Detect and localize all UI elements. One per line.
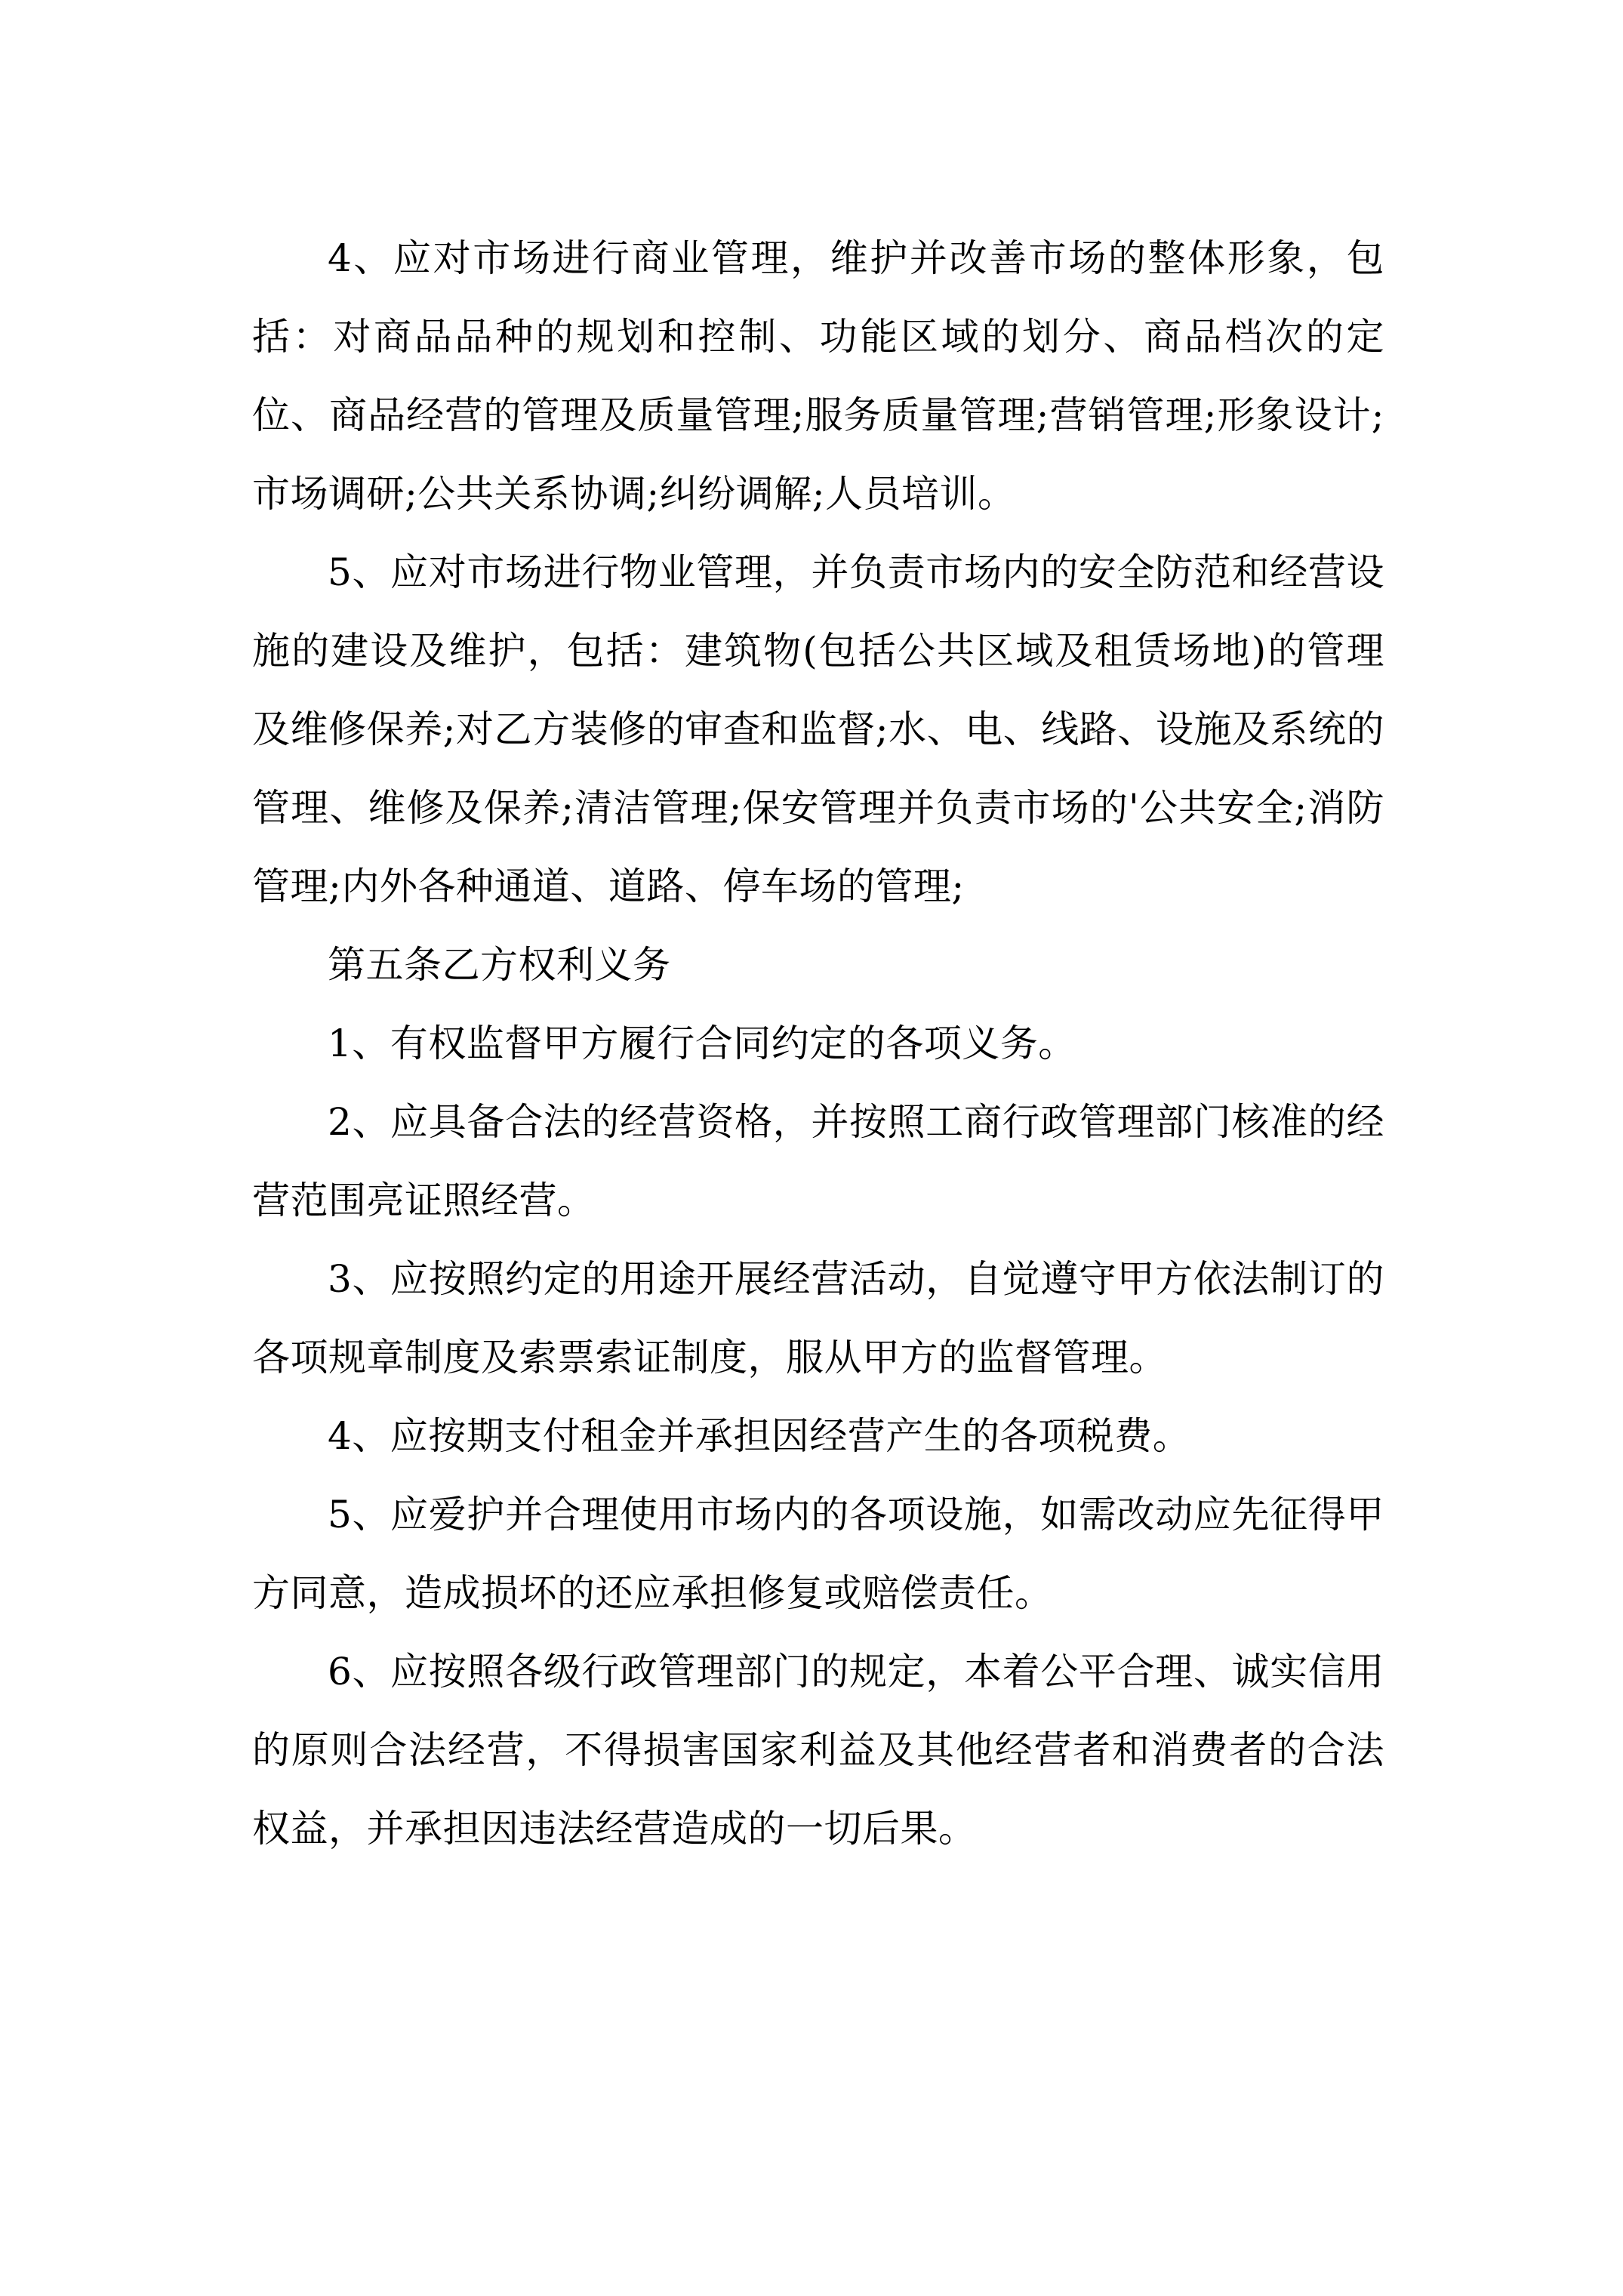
- paragraph-rent-payment: 4、应按期支付租金并承担因经营产生的各项税费。: [328, 1414, 1191, 1458]
- paragraph-business-activities: 3、应按照约定的用途开展经营活动，自觉遵守甲方依法制订的各项规章制度及索票索证制度，服从甲方的监督管理。: [252, 1257, 1384, 1379]
- paragraph-facility-care: 5、应爱护并合理使用市场内的各项设施，如需改动应先征得甲方同意，造成损坏的还应承担修复或赔偿责任。: [252, 1493, 1384, 1615]
- paragraph-business-qualification: 2、应具备合法的经营资格，并按照工商行政管理部门核准的经营范围亮证照经营。: [252, 1100, 1384, 1222]
- document-body: [252, 219, 1384, 1868]
- paragraph-commercial-management: 4、应对市场进行商业管理，维护并改善市场的整体形象，包括：对商品品种的规划和控制、功能区域的划分、商品档次的定位、商品经营的管理及质量管理;服务质量管理;营销管理;形象设计;市场调研;公共关系协调;纠纷调解;人员培训。: [252, 236, 1384, 516]
- paragraph-lawful-operation: 6、应按照各级行政管理部门的规定，本着公平合理、诚实信用的原则合法经营，不得损害国家利益及其他经营者和消费者的合法权益，并承担因违法经营造成的一切后果。: [252, 1650, 1384, 1851]
- paragraph-property-management: 5、应对市场进行物业管理，并负责市场内的安全防范和经营设施的建设及维护，包括：建筑物(包括公共区域及租赁场地)的管理及维修保养;对乙方装修的审查和监督;水、电、线路、设施及系统的管理、维修及保养;清洁管理;保安管理并负责市场的'公共安全;消防管理;内外各种通道、道路、停车场的管理;: [252, 550, 1384, 908]
- section-heading-article-five: 第五条乙方权利义务: [328, 943, 671, 987]
- paragraph-supervision-right: 1、有权监督甲方履行合同约定的各项义务。: [328, 1022, 1076, 1065]
